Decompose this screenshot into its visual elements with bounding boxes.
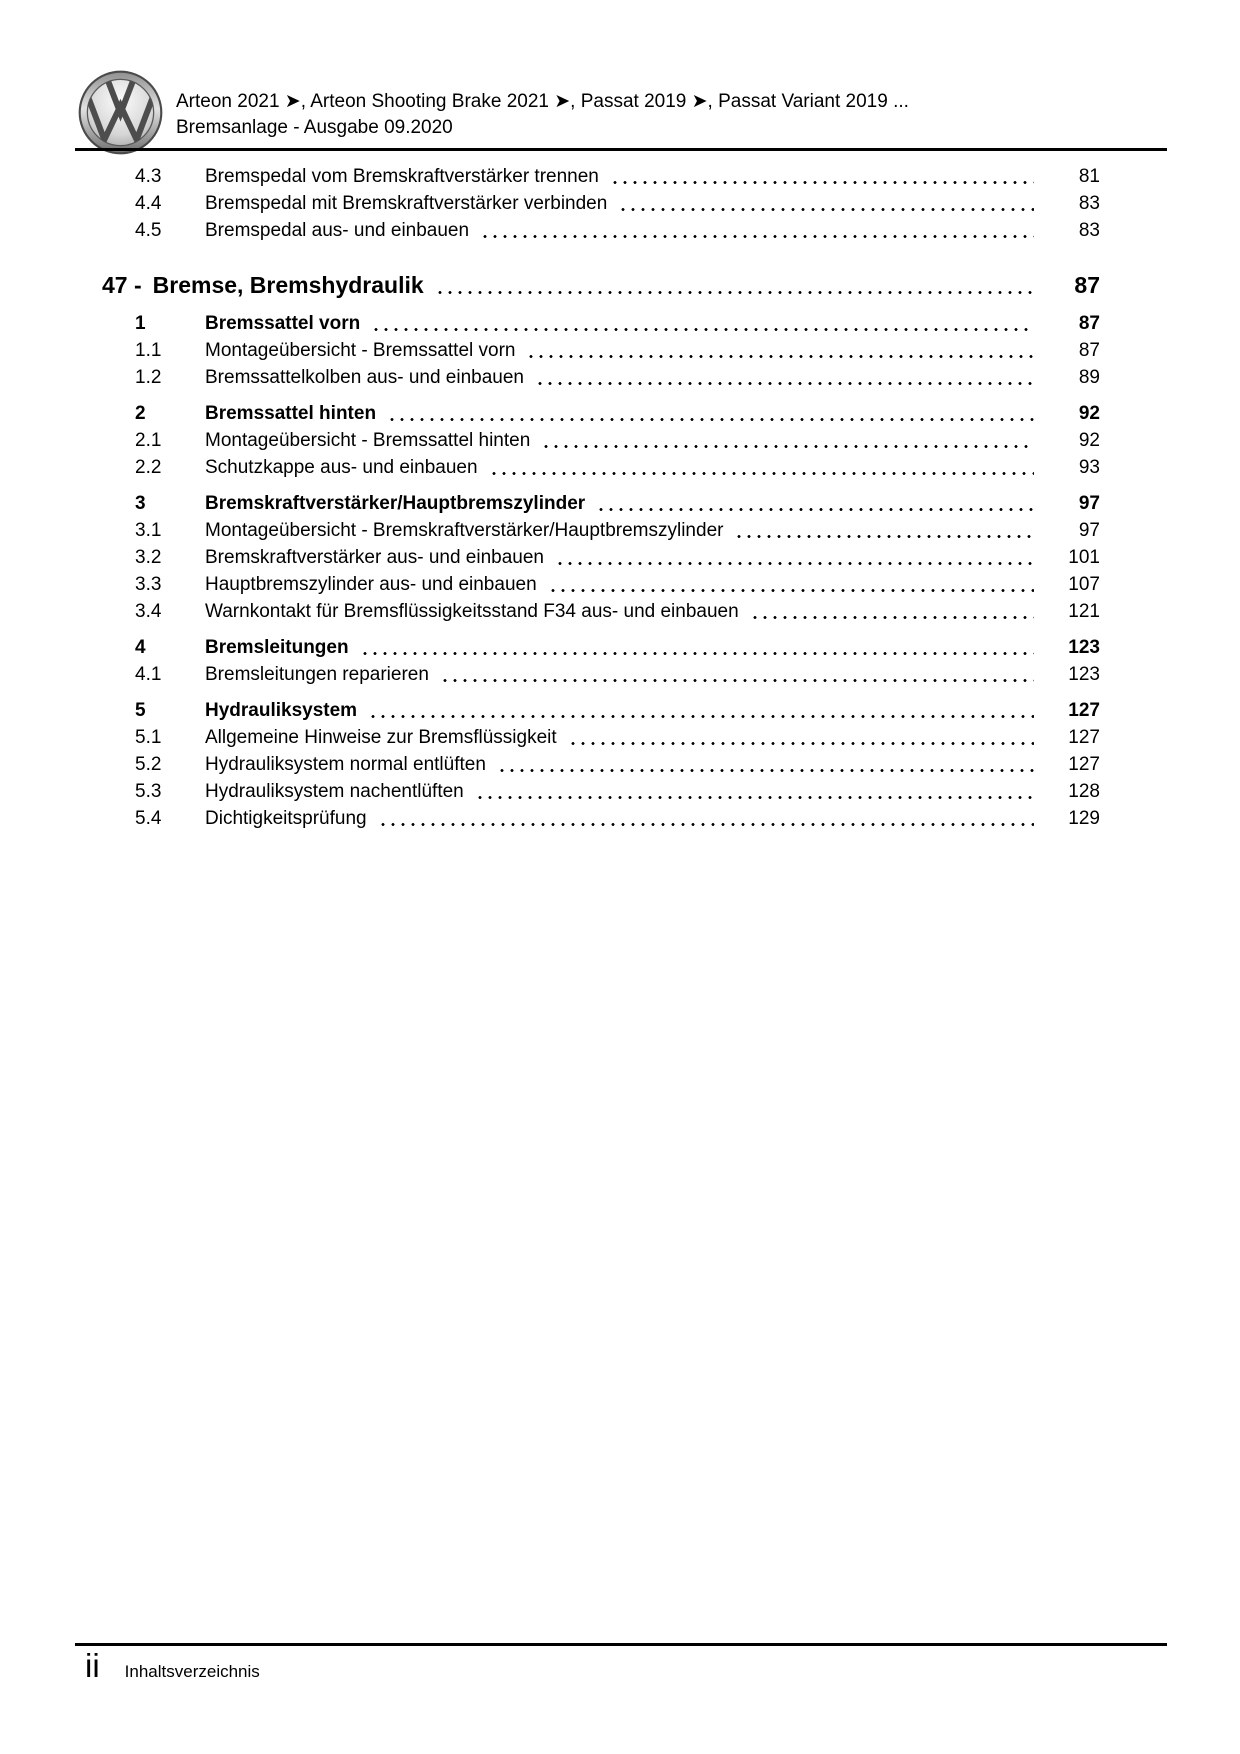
dot-leader	[750, 616, 1034, 619]
toc-entry-title: Dichtigkeitsprüfung	[205, 808, 367, 829]
toc-entry	[102, 598, 1100, 625]
toc-entry-number: 5	[135, 700, 146, 721]
toc-entry-number: 4.3	[135, 166, 162, 187]
toc-entry	[102, 490, 1100, 517]
toc-entry	[102, 697, 1100, 724]
toc-entry-page-number: 97	[1078, 520, 1100, 541]
toc-entry	[102, 751, 1100, 778]
toc-entry-page-number: 89	[1078, 367, 1100, 388]
footer-section-label: Inhaltsverzeichnis	[124, 1662, 260, 1681]
toc-entry-number: 3.3	[135, 574, 162, 595]
dot-leader	[548, 589, 1034, 592]
header-rule	[75, 148, 1167, 151]
dot-leader	[555, 562, 1034, 565]
toc-entry-title: Bremssattel hinten	[205, 403, 377, 424]
toc-entry-title: Allgemeine Hinweise zur Bremsflüssigkeit	[205, 727, 557, 748]
toc-entry-title: Bremssattel vorn	[205, 313, 361, 334]
toc-entry-number: 2.1	[135, 430, 162, 451]
toc-entry-number: 5.3	[135, 781, 162, 802]
toc-entry-title: Hauptbremszylinder aus- und einbauen	[205, 574, 537, 595]
toc-entry-title: Bremskraftverstärker/Hauptbremszylinder	[205, 493, 586, 514]
table-of-contents	[102, 163, 1100, 832]
folio-page-number: ii	[85, 1647, 100, 1684]
dot-leader	[475, 796, 1034, 799]
toc-entry-page-number: 107	[1068, 574, 1100, 595]
toc-entry-page-number: 123	[1068, 664, 1100, 685]
dot-leader	[535, 382, 1034, 385]
toc-entry-page-number: 87	[1078, 340, 1100, 361]
toc-entry-page-number: 92	[1078, 430, 1100, 451]
page-footer	[85, 1648, 260, 1684]
toc-entry-title: Bremspedal aus- und einbauen	[205, 220, 470, 241]
toc-entry-page-number: 87	[1078, 313, 1100, 334]
toc-entry-page-number: 127	[1068, 727, 1100, 748]
dot-leader	[371, 328, 1034, 331]
dot-leader	[387, 418, 1034, 421]
toc-entry-number: 2	[135, 403, 146, 424]
toc-entry	[102, 517, 1100, 544]
toc-entry-title: Bremse, Bremshydraulik	[152, 272, 424, 298]
dot-leader	[435, 291, 1034, 294]
header-edition-line: Bremsanlage - Ausgabe 09.2020	[176, 117, 453, 138]
toc-entry-page-number: 127	[1068, 754, 1100, 775]
toc-entry	[102, 544, 1100, 571]
toc-entry-number: 2.2	[135, 457, 162, 478]
toc-entry-page-number: 87	[1074, 272, 1100, 298]
toc-entry-title: Warnkontakt für Bremsflüssigkeitsstand F34 aus- und einbauen	[205, 601, 739, 622]
toc-entry	[102, 724, 1100, 751]
toc-entry	[102, 427, 1100, 454]
toc-entry	[102, 217, 1100, 244]
toc-entry-number: 5.1	[135, 727, 162, 748]
toc-entry-title: Montageübersicht - Bremssattel hinten	[205, 430, 531, 451]
toc-entry-title: Bremspedal vom Bremskraftverstärker trennen	[205, 166, 599, 187]
toc-entry-page-number: 121	[1068, 601, 1100, 622]
dot-leader	[610, 181, 1034, 184]
toc-entry-title: Bremsleitungen	[205, 637, 349, 658]
toc-entry-number: 3.1	[135, 520, 162, 541]
toc-entry-page-number: 128	[1068, 781, 1100, 802]
toc-entry-number: 47 -	[102, 272, 142, 298]
dot-leader	[618, 208, 1034, 211]
toc-entry-title: Hydrauliksystem normal entlüften	[205, 754, 486, 775]
dot-leader	[526, 355, 1034, 358]
toc-entry	[102, 454, 1100, 481]
toc-entry-number: 4	[135, 637, 146, 658]
dot-leader	[489, 472, 1034, 475]
dot-leader	[378, 823, 1034, 826]
toc-entry-number: 5.2	[135, 754, 162, 775]
toc-entry-page-number: 127	[1068, 700, 1100, 721]
toc-entry-number: 1.1	[135, 340, 162, 361]
toc-entry-page-number: 93	[1078, 457, 1100, 478]
toc-entry-number: 5.4	[135, 808, 162, 829]
page-header	[78, 70, 909, 155]
toc-entry	[102, 571, 1100, 598]
dot-leader	[440, 679, 1034, 682]
toc-entry-title: Schutzkappe aus- und einbauen	[205, 457, 478, 478]
dot-leader	[734, 535, 1034, 538]
toc-entry	[102, 310, 1100, 337]
toc-entry-page-number: 129	[1068, 808, 1100, 829]
toc-entry	[102, 634, 1100, 661]
toc-entry-number: 4.4	[135, 193, 162, 214]
toc-entry-page-number: 81	[1078, 166, 1100, 187]
footer-rule	[75, 1643, 1167, 1646]
toc-entry	[102, 661, 1100, 688]
dot-leader	[480, 235, 1034, 238]
toc-entry	[102, 163, 1100, 190]
toc-entry-title: Bremskraftverstärker aus- und einbauen	[205, 547, 544, 568]
dot-leader	[541, 445, 1034, 448]
dot-leader	[568, 742, 1034, 745]
toc-entry-page-number: 101	[1068, 547, 1100, 568]
toc-entry-number: 3.4	[135, 601, 162, 622]
toc-entry	[102, 400, 1100, 427]
toc-entry	[102, 337, 1100, 364]
toc-entry-title: Montageübersicht - Bremskraftverstärker/Hauptbremszylinder	[205, 520, 724, 541]
toc-entry-title: Hydrauliksystem	[205, 700, 358, 721]
toc-entry	[102, 778, 1100, 805]
toc-entry-page-number: 83	[1078, 193, 1100, 214]
toc-entry-page-number: 123	[1068, 637, 1100, 658]
dot-leader	[497, 769, 1034, 772]
toc-entry-page-number: 97	[1078, 493, 1100, 514]
toc-entry-page-number: 83	[1078, 220, 1100, 241]
vw-logo-icon	[78, 70, 163, 155]
toc-entry-number: 3.2	[135, 547, 162, 568]
toc-entry	[102, 190, 1100, 217]
header-models-line: Arteon 2021 ➤, Arteon Shooting Brake 2021 ➤, Passat 2019 ➤, Passat Variant 2019 ...	[176, 91, 909, 112]
toc-entry-number: 1	[135, 313, 146, 334]
toc-entry-number: 4.1	[135, 664, 162, 685]
toc-entry-number: 1.2	[135, 367, 162, 388]
toc-entry-number: 3	[135, 493, 146, 514]
dot-leader	[368, 715, 1034, 718]
toc-chapter-entry	[102, 270, 1100, 301]
toc-entry-title: Montageübersicht - Bremssattel vorn	[205, 340, 516, 361]
toc-entry-title: Bremsleitungen reparieren	[205, 664, 429, 685]
dot-leader	[360, 652, 1034, 655]
dot-leader	[596, 508, 1034, 511]
toc-entry-title: Bremssattelkolben aus- und einbauen	[205, 367, 524, 388]
toc-entry	[102, 805, 1100, 832]
toc-entry-title: Bremspedal mit Bremskraftverstärker verbinden	[205, 193, 608, 214]
toc-entry	[102, 364, 1100, 391]
toc-entry-title: Hydrauliksystem nachentlüften	[205, 781, 464, 802]
toc-entry-page-number: 92	[1078, 403, 1100, 424]
toc-entry-number: 4.5	[135, 220, 162, 241]
